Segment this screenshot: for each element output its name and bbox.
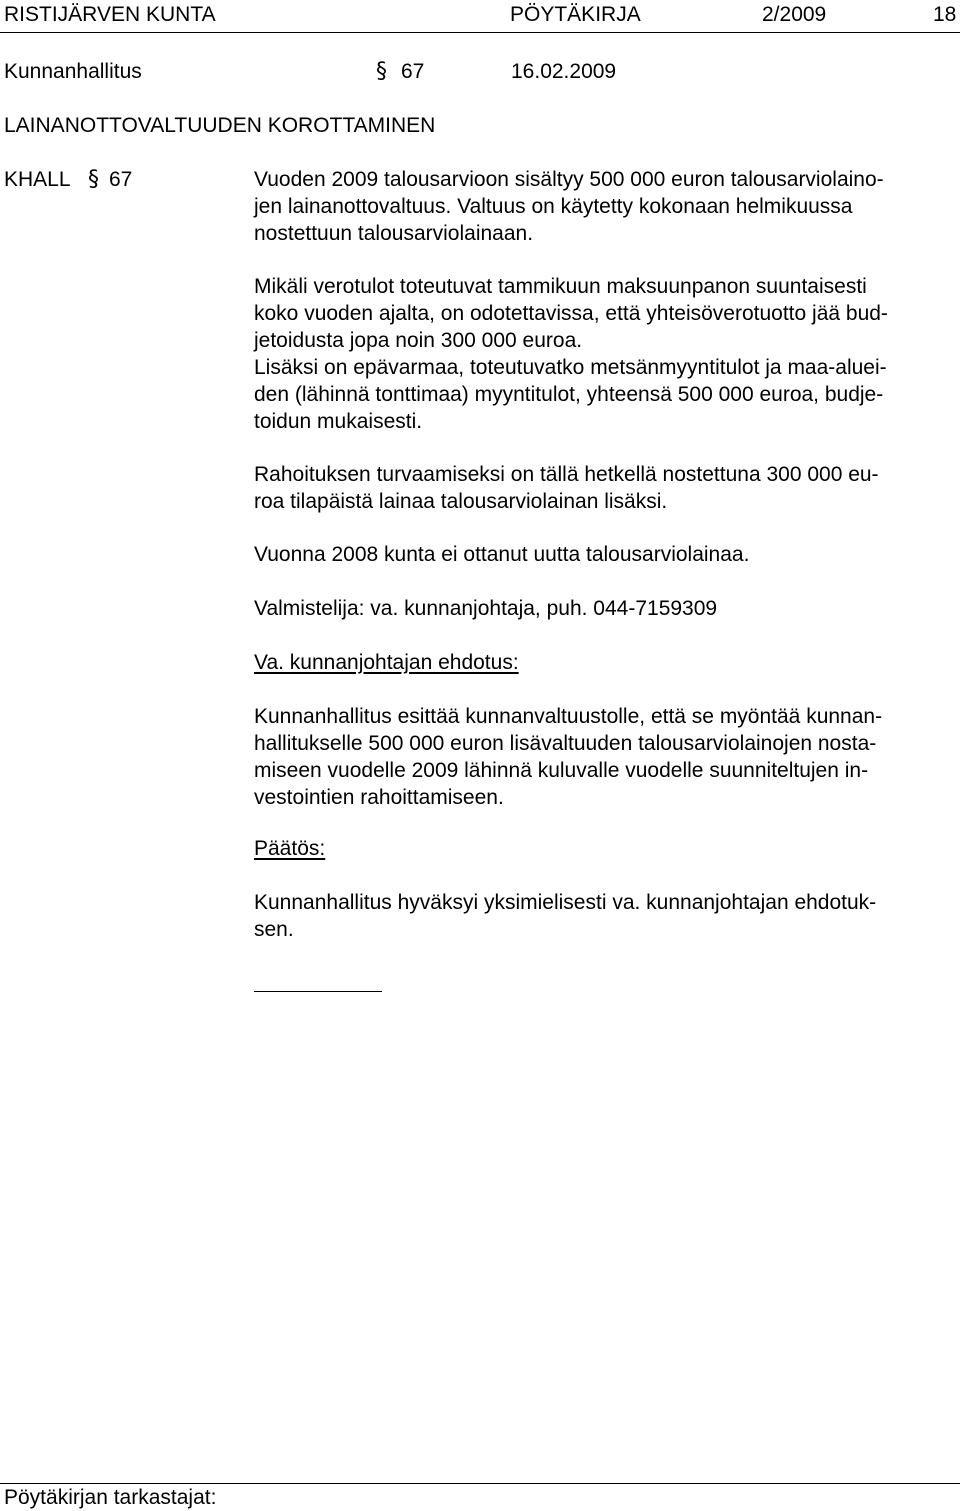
text-line: jen lainanottovaltuus. Valtuus on käytetty kokonaan helmikuussa <box>254 195 853 218</box>
page-number: 18 <box>933 3 957 26</box>
meeting-body: Kunnanhallitus <box>4 60 142 83</box>
text-line: Kunnanhallitus esittää kunnanvaltuustolle, että se myöntää kunnan- <box>254 705 883 728</box>
heading-text: Päätös: <box>254 837 326 860</box>
text-line: Lisäksi on epävarmaa, toteutuvatko metsänmyyntitulot ja maa-aluei- <box>254 356 887 379</box>
text-line: Vuonna 2008 kunta ei ottanut uutta talousarviolainaa. <box>254 543 750 566</box>
topic-title: LAINANOTTOVALTUUDEN KOROTTAMINEN <box>4 114 436 137</box>
text-line: jetoidusta jopa noin 300 000 euroa. <box>254 329 583 352</box>
proposal-heading <box>254 649 954 676</box>
text-line: Vuoden 2009 talousarvioon sisältyy 500 000 euron talousarviolaino- <box>254 168 884 191</box>
text-line: koko vuoden ajalta, on odotettavissa, että yhteisöverotuotto jää bud- <box>254 302 888 325</box>
text-line: den (lähinnä tonttimaa) myyntitulot, yhteensä 500 000 euroa, budje- <box>254 383 884 406</box>
case-code: KHALL <box>4 168 71 191</box>
paragraph-financing <box>254 461 954 515</box>
text-line: Rahoituksen turvaamiseksi on tällä hetkellä nostettuna 300 000 eu- <box>254 463 879 486</box>
text-line: miseen vuodelle 2009 lähinnä kuluvalle vuodelle suunniteltujen in- <box>254 759 869 782</box>
text-line: vestointien rahoittamiseen. <box>254 786 504 809</box>
decision-heading <box>254 835 954 862</box>
text-line: Valmistelija: va. kunnanjohtaja, puh. 044-7159309 <box>254 597 718 620</box>
meeting-date: 16.02.2009 <box>511 60 617 83</box>
case-number: 67 <box>109 168 133 191</box>
document-type: PÖYTÄKIRJA <box>510 3 641 26</box>
text-line: Mikäli verotulot toteutuvat tammikuun maksuunpanon suuntaisesti <box>254 275 867 298</box>
text-line: toidun mukaisesti. <box>254 410 423 433</box>
reviewers-label: Pöytäkirjan tarkastajat: <box>4 1486 217 1509</box>
paragraph-proposal <box>254 703 954 811</box>
text-line: nostettuun talousarviolainaan. <box>254 222 534 245</box>
section-symbol: § <box>376 59 387 84</box>
header-divider <box>0 32 960 33</box>
issue-number: 2/2009 <box>762 3 827 26</box>
heading-text: Va. kunnanjohtajan ehdotus: <box>254 651 519 674</box>
text-line: sen. <box>254 918 294 941</box>
case-section-symbol: § <box>88 167 99 192</box>
end-rule <box>254 991 382 992</box>
paragraph-tax-revenue <box>254 273 954 354</box>
text-line: Kunnanhallitus hyväksyi yksimielisesti va. kunnanjohtajan ehdotuk- <box>254 891 877 914</box>
paragraph-budget-loan <box>254 166 954 247</box>
paragraph-sales-uncertainty <box>254 354 954 435</box>
text-line: roa tilapäistä lainaa talousarviolainan lisäksi. <box>254 490 668 513</box>
section-number: 67 <box>401 60 425 83</box>
organization-name: RISTIJÄRVEN KUNTA <box>4 3 216 26</box>
paragraph-2008 <box>254 541 954 568</box>
preparer-line <box>254 595 954 622</box>
text-line: hallitukselle 500 000 euron lisävaltuuden talousarviolainojen nosta- <box>254 732 877 755</box>
paragraph-decision <box>254 889 954 943</box>
